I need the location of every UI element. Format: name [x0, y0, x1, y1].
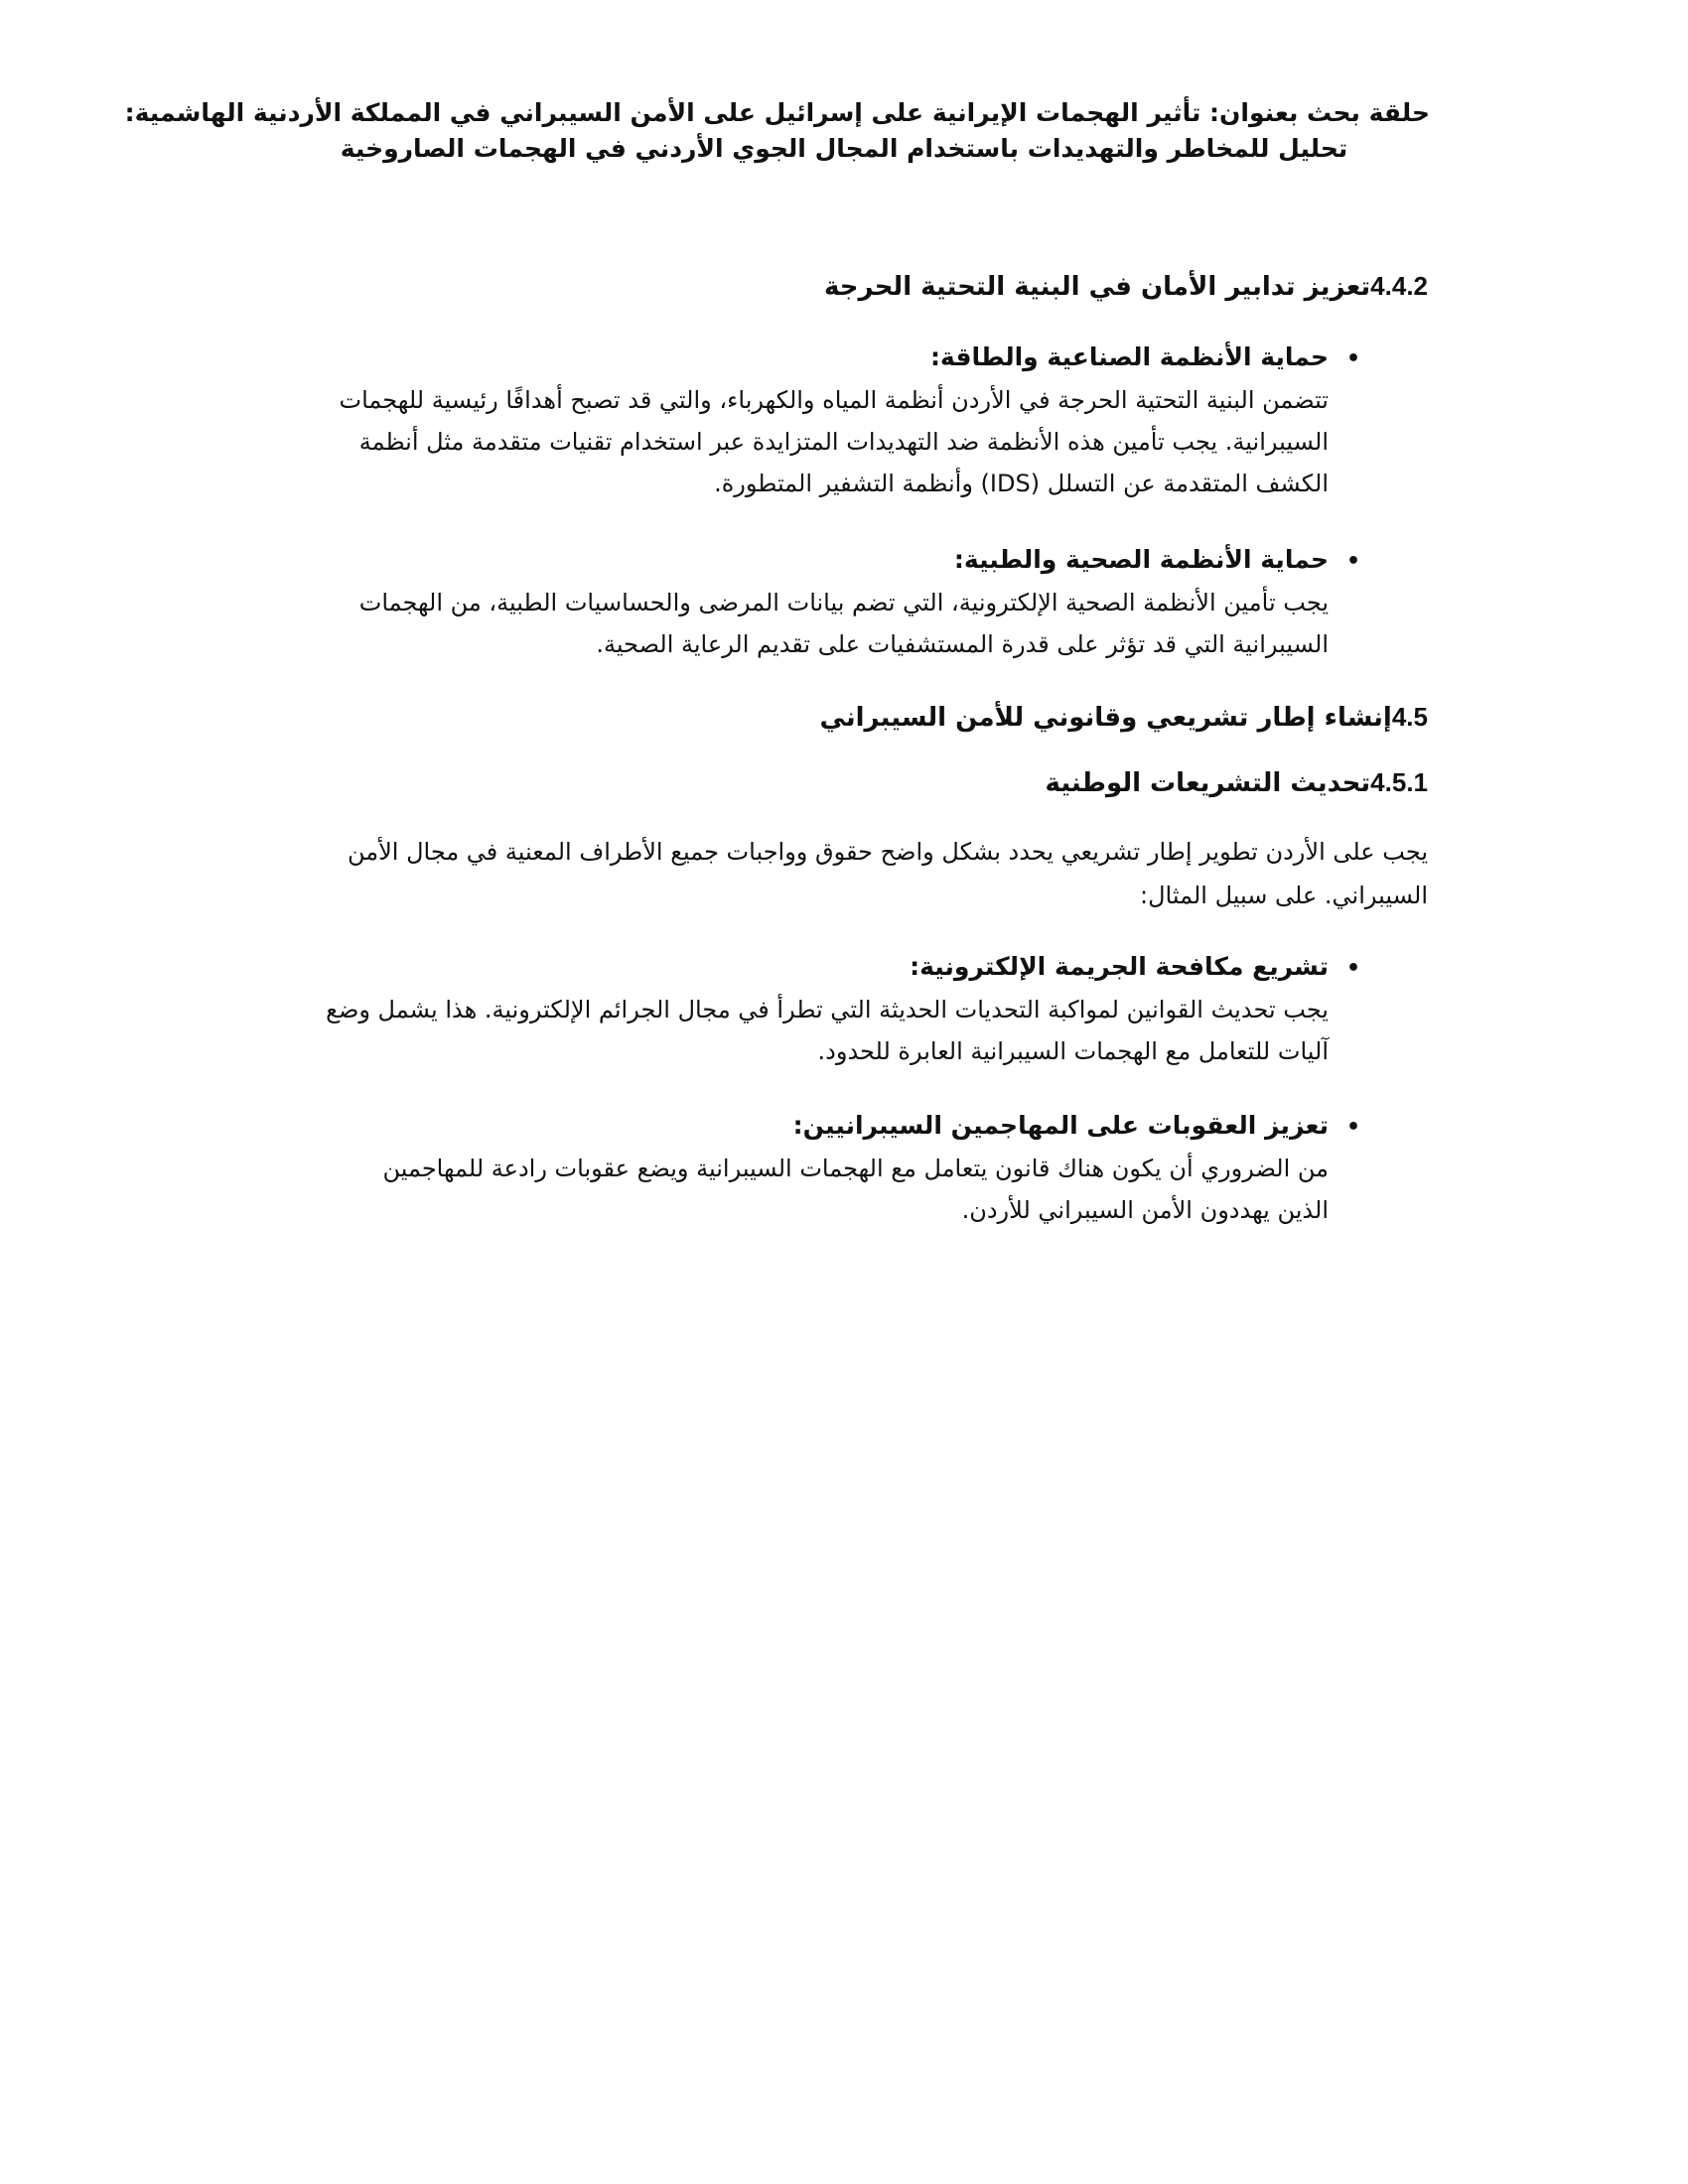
bullet-title-penalties: تعزيز العقوبات على المهاجمين السيبرانيين: — [792, 1111, 1329, 1140]
body-line: يجب على الأردن تطوير إطار تشريعي يحدد بشكل واضح حقوق وواجبات جميع الأطراف المعنية في مجال الأمن — [347, 838, 1428, 866]
section-heading-4-4-2 — [824, 266, 1428, 307]
section-heading-text: تعزيز تدابير الأمان في البنية التحتية الحرجة — [824, 272, 1371, 302]
bullet-body-cybercrime — [326, 989, 1329, 1072]
body-line: يجب تحديث القوانين لمواكبة التحديات الحديثة التي تطرأ في مجال الجرائم الإلكترونية. هذا يشمل وضع — [326, 996, 1329, 1024]
body-line: تتضمن البنية التحتية الحرجة في الأردن أنظمة المياه والكهرباء، والتي قد تصبح أهدافًا رئيسية للهجمات — [339, 386, 1329, 414]
body-line: آليات للتعامل مع الهجمات السيبرانية العابرة للحدود. — [817, 1037, 1329, 1065]
body-line: الذين يهددون الأمن السيبراني للأردن. — [961, 1196, 1329, 1224]
body-line: السيبراني. على سبيل المثال: — [1140, 882, 1428, 909]
section-heading-text: تحديث التشريعات الوطنية — [1045, 768, 1371, 798]
section-heading-4-5 — [820, 697, 1428, 738]
bullet-icon: • — [1345, 549, 1360, 574]
bullet-title-cybercrime: تشريع مكافحة الجريمة الإلكترونية: — [910, 952, 1329, 981]
bullet-title-industrial: حماية الأنظمة الصناعية والطاقة: — [929, 342, 1329, 371]
bullet-body-industrial — [336, 379, 1329, 504]
body-line: يجب تأمين الأنظمة الصحية الإلكترونية، التي تضم بيانات المرضى والحساسيات الطبية، من الهجمات — [358, 589, 1329, 616]
bullet-body-penalties — [336, 1148, 1329, 1231]
title-line-1: حلقة بحث بعنوان: تأثير الهجمات الإيرانية على إسرائيل على الأمن السيبراني في المملكة الأردنية الهاشمية: — [124, 98, 1430, 127]
section-number: 4.5 — [1391, 702, 1428, 732]
body-line: السيبرانية التي قد تؤثر على قدرة المستشفيات على تقديم الرعاية الصحية. — [596, 630, 1329, 658]
bullet-icon: • — [1345, 956, 1360, 981]
title-line-2: تحليل للمخاطر والتهديدات باستخدام المجال الجوي الأردني في الهجمات الصاروخية — [340, 134, 1348, 163]
body-line: السيبرانية. يجب تأمين هذه الأنظمة ضد التهديدات المتزايدة عبر استخدام تقنيات متقدمة مثل أنظمة — [358, 428, 1329, 456]
body-line: الكشف المتقدمة عن التسلل (IDS) وأنظمة التشفير المتطورة. — [714, 470, 1329, 497]
section-number: 4.4.2 — [1370, 271, 1428, 301]
section-heading-4-5-1 — [1046, 762, 1428, 803]
section-intro-paragraph — [236, 830, 1428, 917]
section-heading-text: إنشاء إطار تشريعي وقانوني للأمن السيبراني — [819, 703, 1392, 733]
body-line: من الضروري أن يكون هناك قانون يتعامل مع الهجمات السيبرانية ويضع عقوبات رادعة للمهاجمين — [382, 1155, 1329, 1182]
bullet-icon: • — [1345, 1115, 1360, 1140]
bullet-icon: • — [1345, 346, 1360, 371]
section-number: 4.5.1 — [1370, 767, 1428, 797]
bullet-title-health: حماية الأنظمة الصحية والطبية: — [953, 545, 1329, 574]
bullet-body-health — [336, 582, 1329, 665]
document-title — [124, 95, 1430, 167]
